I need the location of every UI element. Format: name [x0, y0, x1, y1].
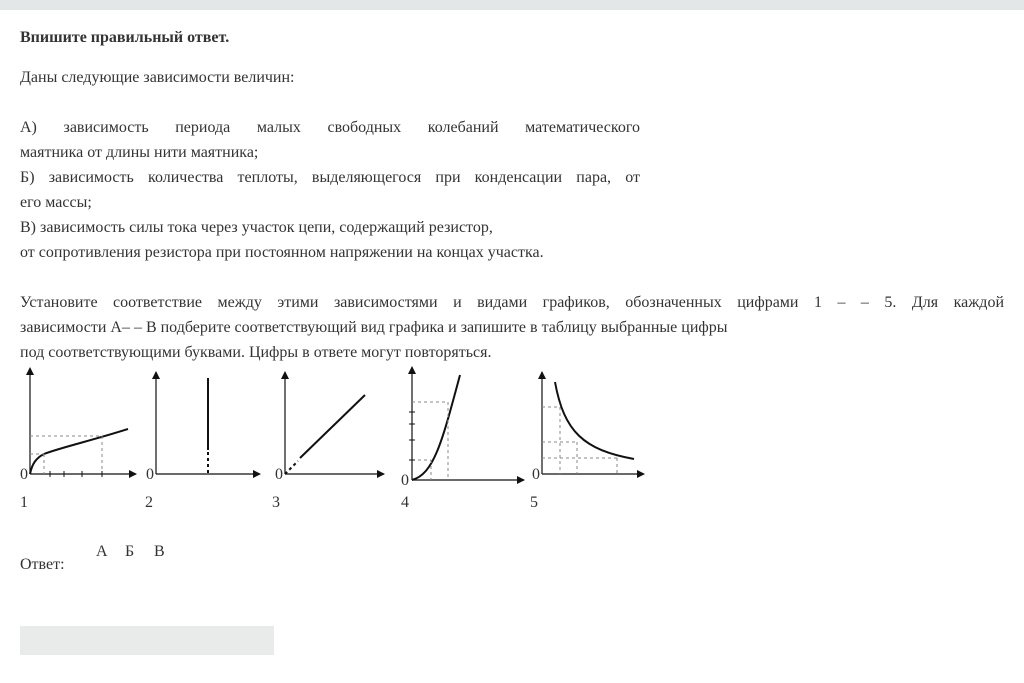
task-line-3: под соответствующими буквами. Цифры в ответе могут повторяться.	[20, 344, 492, 361]
answer-letter-a: А	[96, 543, 108, 560]
item-c-line-2: от сопротивления резистора при постоянном напряжении на концах участка.	[20, 244, 544, 261]
graph-2-origin: 0	[146, 466, 154, 483]
graph-4-number: 4	[401, 494, 409, 511]
task-line-2: зависимости А– – В подберите соответствующий вид графика и запишите в таблицу выбранные цифры	[20, 319, 728, 336]
graph-1-origin: 0	[20, 466, 28, 483]
item-b-line-2: его массы;	[20, 194, 92, 211]
graph-3	[285, 372, 384, 474]
graph-2	[156, 372, 260, 474]
answer-letter-b: Б	[125, 543, 135, 560]
answer-letter-c: В	[154, 543, 165, 560]
graph-5-origin: 0	[532, 466, 540, 483]
top-bar	[0, 0, 1024, 10]
task-text	[20, 290, 1004, 365]
task-line-1: Установите соответствие между этими зависимостями и видами графиков, обозначенных цифрами 1 – – 5. Для каждой	[20, 294, 1004, 311]
answer-label: Ответ:	[20, 556, 65, 573]
instruction-text: Впишите правильный ответ.	[20, 29, 230, 46]
item-a-line-1: А) зависимость периода малых свободных колебаний математического	[20, 119, 640, 136]
item-a-line-2: маятника от длины нити маятника;	[20, 144, 259, 161]
graph-1-number: 1	[20, 494, 28, 511]
intro-text: Даны следующие зависимости величин:	[20, 69, 295, 86]
graph-3-origin: 0	[275, 466, 283, 483]
graph-5	[542, 372, 644, 474]
graph-3-number: 3	[272, 494, 280, 511]
answer-input[interactable]	[20, 626, 274, 655]
graph-4	[409, 367, 524, 480]
graph-4-origin: 0	[401, 472, 409, 489]
item-b-line-1: Б) зависимость количества теплоты, выделяющегося при конденсации пара, от	[20, 169, 640, 186]
item-c-line-1: В) зависимость силы тока через участок цепи, содержащий резистор,	[20, 219, 493, 236]
graph-5-number: 5	[530, 494, 538, 511]
answer-letters	[96, 541, 183, 563]
graphs-figure	[14, 362, 654, 514]
graph-1	[30, 368, 136, 477]
dependency-list	[20, 115, 640, 265]
graph-2-number: 2	[145, 494, 153, 511]
